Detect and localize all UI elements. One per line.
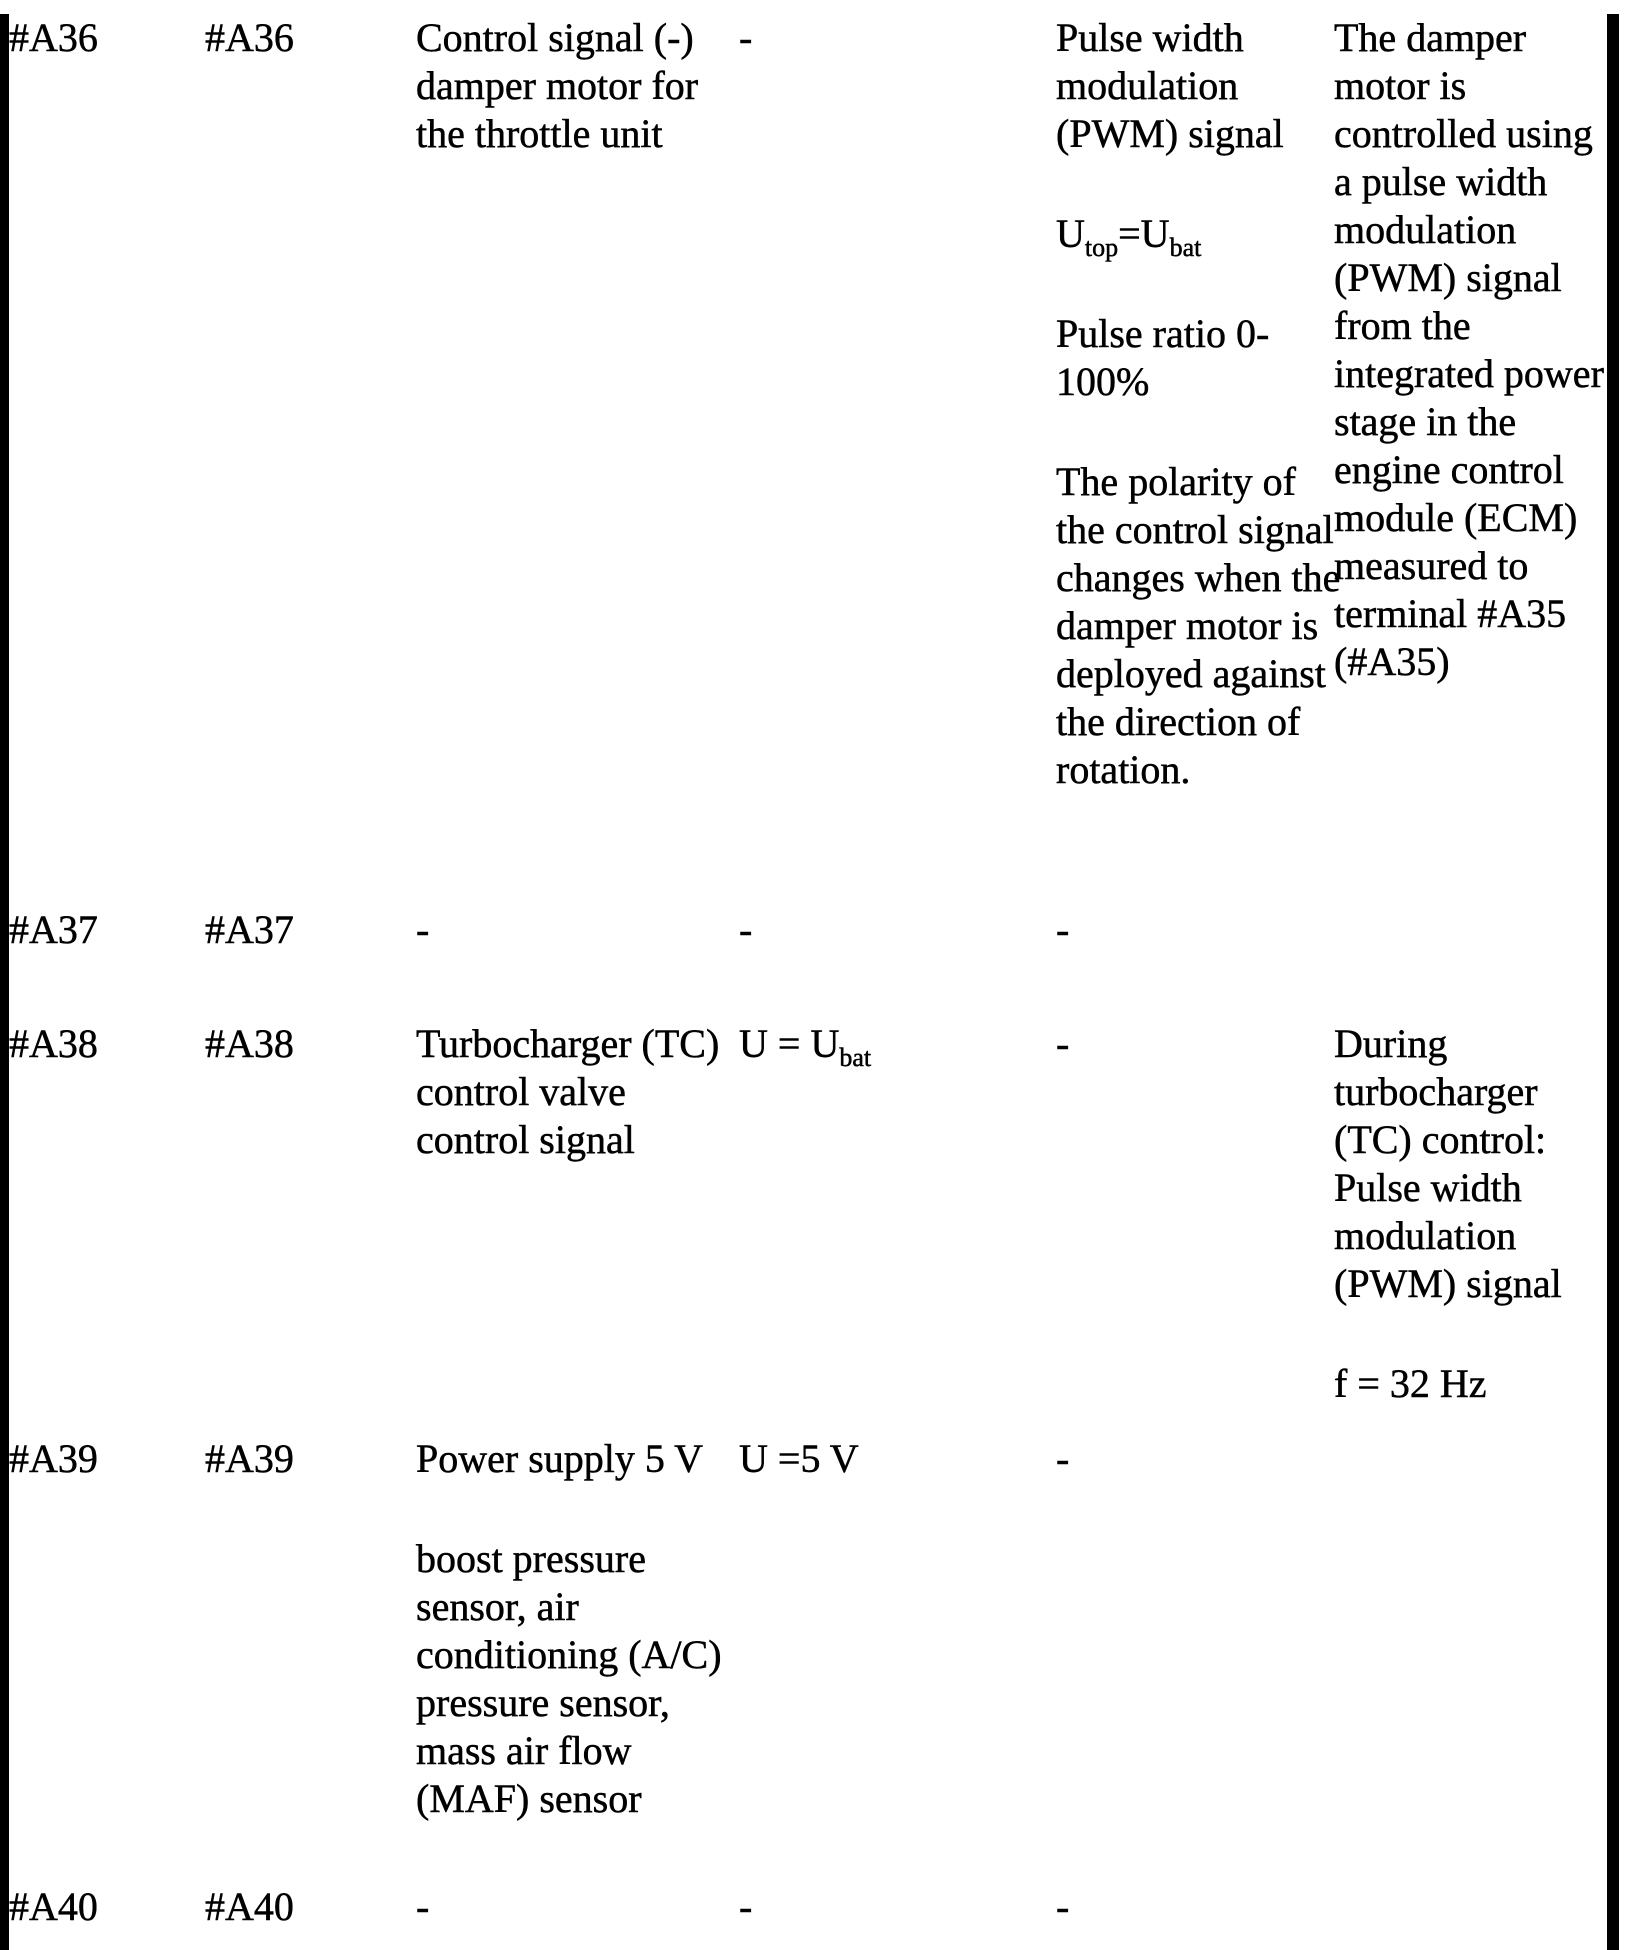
cell-signal (1056, 14, 1341, 906)
paragraph: #A38 (9, 1021, 98, 1066)
cell-terminal (9, 1883, 205, 1936)
paragraph: U =5 V (739, 1436, 859, 1481)
cell-value (739, 1020, 1056, 1435)
cell-description (416, 1883, 739, 1936)
table-left-border (0, 14, 9, 1950)
cell-content (739, 1435, 1056, 1483)
paragraph: The polarity of the control signal changes when the damper motor is deployed against the direction of rotation. (1056, 459, 1341, 792)
cell-signal (1056, 1435, 1334, 1883)
cell-content (416, 1020, 736, 1164)
table-row (9, 906, 1606, 1020)
table-row (9, 14, 1606, 906)
paragraph: - (1056, 1884, 1070, 1929)
cell-content (9, 1020, 205, 1068)
cell-content (739, 14, 1056, 62)
paragraph: #A37 (9, 907, 98, 952)
cell-content (739, 1883, 1056, 1931)
cell-content (1334, 14, 1606, 686)
cell-content (9, 906, 205, 954)
ecm-pin-assignment-table (9, 14, 1606, 1936)
cell-terminal (9, 14, 205, 906)
cell-content (1056, 1883, 1341, 1931)
cell-notes (1334, 1020, 1606, 1435)
paragraph: #A39 (205, 1436, 294, 1481)
cell-content (416, 14, 736, 158)
paragraph: $U = U_{bat}$ (739, 1021, 872, 1072)
paragraph: boost pressure sensor, air conditioning (A/C) pressure sensor, mass air flow (MAF) sensor (416, 1536, 722, 1821)
cell-terminal (9, 906, 205, 1020)
cell-content (1056, 1020, 1341, 1068)
cell-value (739, 1883, 1056, 1936)
cell-content (739, 906, 1056, 954)
subscript: bat (1169, 233, 1202, 262)
cell-value (739, 1435, 1056, 1883)
paragraph: Power supply 5 V (416, 1436, 704, 1481)
cell-value (739, 14, 1056, 906)
paragraph: #A40 (205, 1884, 294, 1929)
paragraph: - (1056, 907, 1070, 952)
paragraph: #A37 (205, 907, 294, 952)
table-right-border (1607, 14, 1619, 1950)
table-row (9, 1020, 1606, 1435)
service-manual-page (0, 14, 1632, 1950)
paragraph: Turbocharger (TC) control valve control signal (416, 1021, 720, 1162)
paragraph: During turbocharger (TC) control: Pulse width modulation (PWM) signal (1334, 1021, 1562, 1306)
cell-description (416, 1435, 739, 1883)
cell-notes (1334, 906, 1606, 1020)
cell-content (205, 14, 416, 62)
paragraph: f = 32 Hz (1334, 1361, 1487, 1406)
paragraph: #A36 (9, 15, 98, 60)
paragraph: - (739, 907, 753, 952)
cell-value (739, 906, 1056, 1020)
cell-content (416, 906, 736, 954)
cell-content (416, 1435, 736, 1823)
cell-content (9, 14, 205, 62)
cell-content (9, 1435, 205, 1483)
cell-terminal-2 (205, 1883, 416, 1936)
cell-terminal-2 (205, 1020, 416, 1435)
cell-content (1334, 1020, 1606, 1408)
cell-description (416, 1020, 739, 1435)
paragraph: The damper motor is controlled using a pulse width modulation (PWM) signal from the integrated power stage in the engine control module (ECM) measured to terminal #A35 (#A35) (1334, 15, 1604, 684)
paragraph: - (416, 1884, 430, 1929)
paragraph: - (739, 1884, 753, 1929)
cell-content (1056, 14, 1341, 794)
cell-notes (1334, 1883, 1606, 1936)
cell-terminal-2 (205, 906, 416, 1020)
paragraph: Control signal (-) damper motor for the throttle unit (416, 15, 699, 156)
paragraph: - (739, 15, 753, 60)
cell-description (416, 906, 739, 1020)
cell-terminal-2 (205, 1435, 416, 1883)
paragraph: $U_{top}=U_{bat}$ (1056, 211, 1202, 262)
subscript: bat (839, 1043, 872, 1072)
cell-content (205, 1020, 416, 1068)
table-row (9, 1883, 1606, 1936)
cell-signal (1056, 1020, 1334, 1435)
cell-terminal (9, 1435, 205, 1883)
paragraph: - (1056, 1021, 1070, 1066)
cell-content (205, 906, 416, 954)
cell-signal (1056, 1883, 1334, 1936)
paragraph: Pulse width modulation (PWM) signal (1056, 15, 1284, 156)
cell-description (416, 14, 739, 906)
paragraph: #A40 (9, 1884, 98, 1929)
cell-content (205, 1435, 416, 1483)
cell-content (416, 1883, 736, 1931)
table-row (9, 1435, 1606, 1883)
paragraph: #A39 (9, 1436, 98, 1481)
cell-signal (1056, 906, 1334, 1020)
cell-content (739, 1020, 1056, 1072)
cell-terminal-2 (205, 14, 416, 906)
cell-notes (1334, 14, 1606, 906)
paragraph: #A38 (205, 1021, 294, 1066)
cell-content (1056, 1435, 1341, 1483)
cell-notes (1334, 1435, 1606, 1883)
table-body (9, 14, 1606, 1936)
paragraph: Pulse ratio 0-100% (1056, 311, 1270, 404)
cell-content (9, 1883, 205, 1931)
subscript: top (1084, 233, 1119, 262)
cell-content (1056, 906, 1341, 954)
paragraph: - (416, 907, 430, 952)
cell-content (205, 1883, 416, 1931)
paragraph: #A36 (205, 15, 294, 60)
cell-terminal (9, 1020, 205, 1435)
paragraph: - (1056, 1436, 1070, 1481)
